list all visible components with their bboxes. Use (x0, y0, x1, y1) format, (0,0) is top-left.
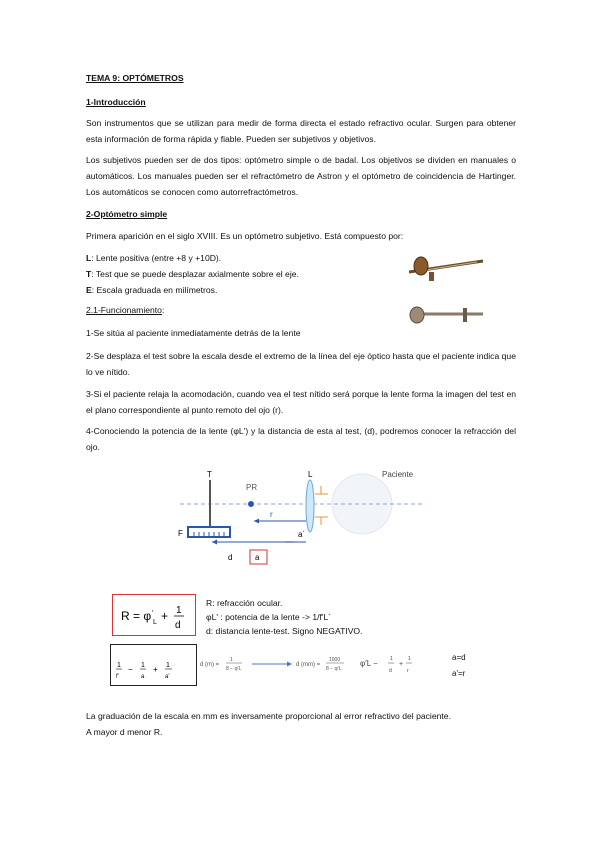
formula-definitions (206, 596, 426, 638)
derived-equations (200, 648, 450, 682)
svg-text:+: + (399, 661, 404, 668)
component-text: : Lente positiva (entre +8 y +10D). (91, 253, 222, 263)
svg-text:R = φ: R = φ (121, 609, 152, 623)
step-3: 3-Si el paciente relaja la acomodación, cuando vea el test nítido será porque la lente forma la imagen del test en el plano correspondiente al punto remoto del ojo (r). (86, 389, 516, 415)
functioning-heading-text: 2.1-Funcionamiento (86, 305, 162, 315)
svg-text:f': f' (116, 674, 119, 680)
step-1: 1-Se sitúa al paciente inmediatamente detrás de la lente (86, 328, 301, 338)
def-phi: φL' : potencia de la lente -> 1/f'L´ (206, 612, 332, 622)
svg-text:d: d (175, 620, 181, 631)
component-item (86, 282, 386, 298)
optometer-photo-1 (405, 252, 487, 282)
equalities (452, 650, 466, 682)
svg-text:1: 1 (141, 662, 145, 669)
svg-text:a': a' (165, 674, 170, 680)
component-key: T (86, 269, 92, 279)
svg-text:L: L (153, 619, 157, 626)
svg-text:′: ′ (152, 610, 154, 617)
simple-heading: 2-Optómetro simple (86, 209, 168, 219)
svg-text:1: 1 (166, 662, 170, 669)
label-a: a (255, 553, 260, 562)
svg-text:d: d (389, 668, 392, 674)
formula-box (112, 594, 196, 636)
component-key: L (86, 253, 92, 263)
intro-paragraph-2: Los subjetivos pueden ser de dos tipos: optómetro simple o de badal. Los objetivos se dividen en manuales o automáticos. Los manuales pueden ser el refractómetro de Astron y el optómetro de coincidencia de Hartinger. Los automáticos se conocen como autorrefractómetros. (86, 155, 516, 197)
svg-text:1: 1 (176, 605, 182, 616)
formula-render (113, 595, 195, 635)
svg-text:+: + (161, 609, 169, 623)
component-item (86, 250, 386, 266)
svg-text:−: − (128, 665, 133, 674)
def-r: R: refracción ocular. (206, 598, 283, 608)
svg-text:a: a (141, 674, 145, 680)
label-d: d (228, 553, 233, 562)
def-d: d: distancia lente-test. Signo NEGATIVO. (206, 626, 363, 636)
simple-paragraph: Primera aparición en el siglo XVIII. Es un optómetro subjetivo. Está compuesto por: (86, 231, 404, 241)
page-title: TEMA 9: OPTÓMETROS (86, 73, 184, 83)
step-2: 2-Se desplaza el test sobre la escala desde el extremo de la línea del eje óptico hasta que el paciente indica que lo ve nítido. (86, 351, 516, 377)
label-a-prime: a´ (298, 530, 306, 539)
component-list (86, 250, 386, 298)
svg-text:+: + (153, 665, 158, 674)
optometer-diagram (170, 466, 440, 570)
label-t: T (207, 470, 212, 479)
component-item (86, 266, 386, 282)
label-pr: PR (246, 483, 258, 492)
step-4: 4-Conociendo la potencia de la lente (φL') y la distancia de esta al test, (d), podremos conocer la refracción del ojo. (86, 426, 516, 452)
functioning-heading (86, 302, 516, 318)
conclusion-1: La graduación de la escala en mm es inversamente proporcional al error refractivo del paciente. (86, 711, 451, 721)
svg-text:d (m) =: d (m) = (200, 662, 220, 668)
svg-text:1000: 1000 (329, 657, 341, 663)
svg-text:d (mm) =: d (mm) = (296, 662, 321, 668)
svg-text:8 − φ′L: 8 − φ′L (326, 666, 342, 672)
svg-text:1: 1 (230, 657, 233, 663)
label-l: L (308, 470, 313, 479)
conclusion-2: A mayor d menor R. (86, 727, 163, 737)
svg-text:1: 1 (408, 656, 411, 662)
label-f: F (178, 529, 183, 538)
svg-text:φ′L −: φ′L − (360, 659, 378, 668)
lens-equation-box (110, 644, 197, 686)
intro-heading: 1-Introducción (86, 97, 146, 107)
lens-shape (306, 480, 314, 532)
pr-point (248, 501, 254, 507)
functioning-heading-colon: : (161, 305, 165, 315)
component-text: : Test que se puede desplazar axialmente sobre el eje. (91, 269, 299, 279)
label-paciente: Paciente (382, 470, 414, 479)
eq-a-d: a=d (452, 653, 466, 662)
intro-paragraph-1: Son instrumentos que se utilizan para medir de forma directa el estado refractivo ocular. Surgen para obtener esta información de forma rápida y fiable. Pueden ser subjetivos y objetivos. (86, 118, 516, 144)
svg-text:1: 1 (390, 656, 393, 662)
svg-text:8 − φ′L: 8 − φ′L (226, 666, 242, 672)
label-r: r (270, 510, 273, 519)
component-key: E (86, 285, 92, 295)
svg-text:r: r (407, 668, 409, 674)
eq-a-r: a'=r (452, 669, 466, 678)
svg-text:1: 1 (117, 662, 121, 669)
component-text: : Escala graduada en milímetros. (91, 285, 218, 295)
